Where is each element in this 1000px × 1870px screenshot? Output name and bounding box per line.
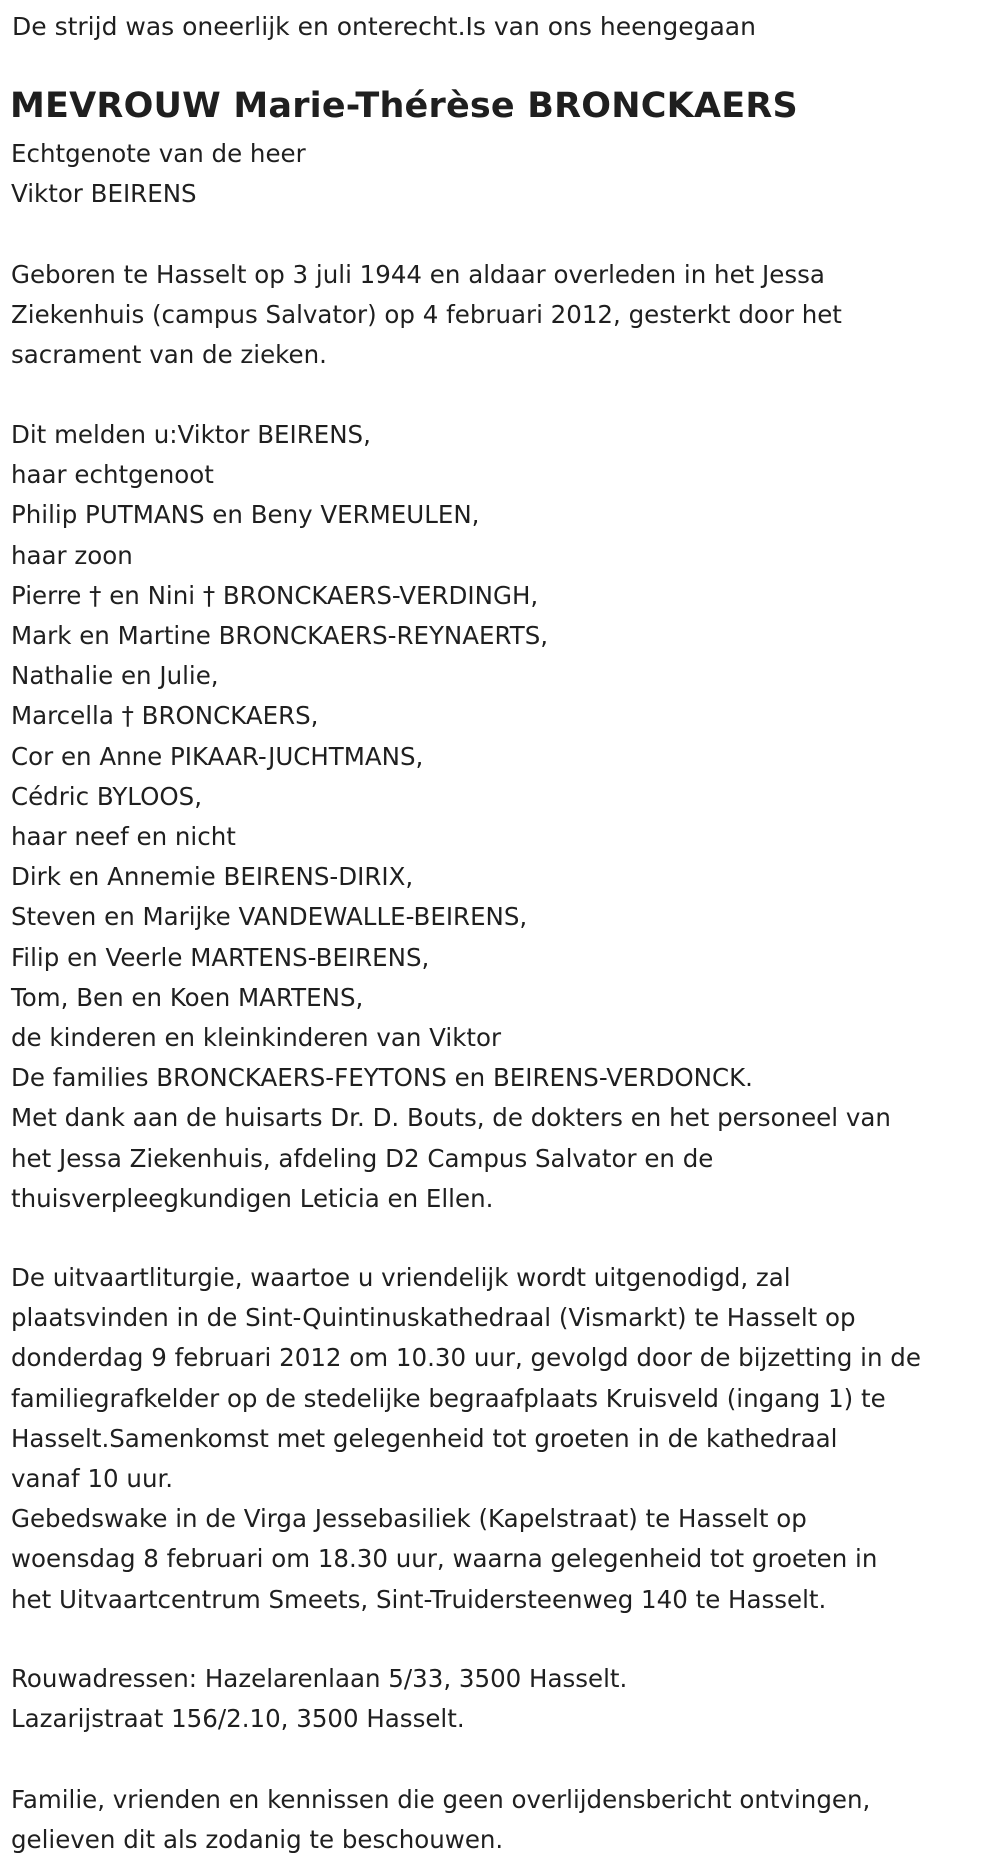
intro-line: De strijd was oneerlijk en onterecht.Is van ons heengegaan [12, 12, 756, 41]
spouse-text: Echtgenote van de heer Viktor BEIRENS [11, 139, 306, 209]
mourning-addresses: Rouwadressen: Hazelarenlaan 5/33, 3500 Hasselt. Lazarijstraat 156/2.10, 3500 Hasselt. [11, 1664, 628, 1734]
deceased-name: MEVROUW Marie-Thérèse BRONCKAERS [10, 86, 798, 126]
closing-note: Familie, vrienden en kennissen die geen overlijdensbericht ontvingen, gelieven dit als zodanig te beschouwen. [11, 1785, 871, 1855]
family-announcement: Dit melden u:Viktor BEIRENS, haar echtgenoot Philip PUTMANS en Beny VERMEULEN, haar zoon Pierre † en Nini † BRONCKAERS-VERDINGH, Mark en Martine BRONCKAERS-REYNAERTS, Nathalie en Julie, Marcella † BRONCKAERS, Cor en Anne PIKAAR-JUCHTMANS, Cédric BYLOOS, haar neef en nicht Dirk en Annemie BEIRENS-DIRIX, Steven en Marijke VANDEWALLE-BEIRENS, Filip en Veerle MARTENS-BEIRENS, Tom, Ben en Koen MARTENS, de kinderen en kleinkinderen van Viktor De families BRONCKAERS-FEYTONS en BEIRENS-VERDONCK. Met dank aan de huisarts Dr. D. Bouts, de dokters en het personeel van het Jessa Ziekenhuis, afdeling D2 Campus Salvator en de thuisverpleegkundigen Leticia en Ellen. [11, 420, 891, 1213]
birth-death-text: Geboren te Hasselt op 3 juli 1944 en aldaar overleden in het Jessa Ziekenhuis (campus Salvator) op 4 februari 2012, gesterkt door het sacrament van de zieken. [11, 260, 842, 370]
funeral-details: De uitvaartliturgie, waartoe u vriendelijk wordt uitgenodigd, zal plaatsvinden in de Sint-Quintinuskathedraal (Vismarkt) te Hasselt op donderdag 9 februari 2012 om 10.30 uur, gevolgd door de bijzetting in de familiegrafkelder op de stedelijke begraafplaats Kruisveld (ingang 1) te Hasselt.Samenkomst met gelegenheid tot groeten in de kathedraal vanaf 10 uur. Gebedswake in de Virga Jessebasiliek (Kapelstraat) te Hasselt op woensdag 8 februari om 18.30 uur, waarna gelegenheid tot groeten in het Uitvaartcentrum Smeets, Sint-Truidersteenweg 140 te Hasselt. [11, 1263, 921, 1614]
